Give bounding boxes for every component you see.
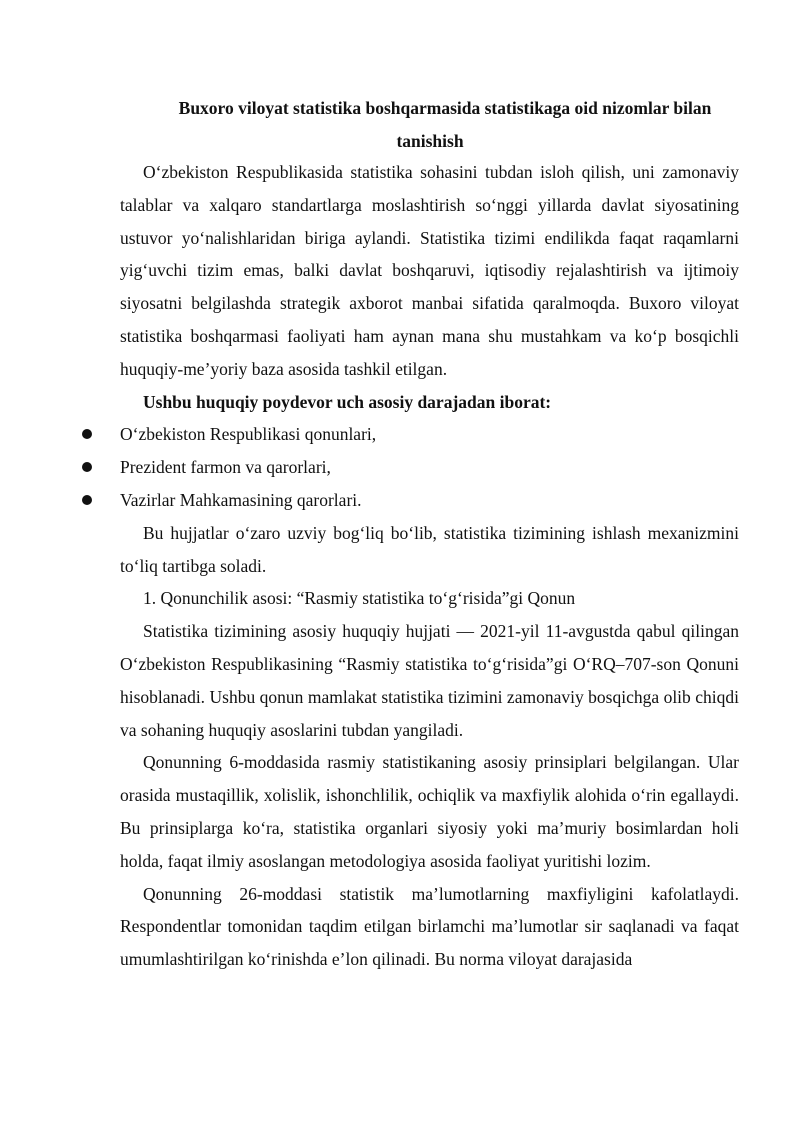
list-item-text: Prezident farmon va qarorlari, (120, 457, 331, 478)
section-paragraph-2: Qonunning 6-moddasida rasmiy statistikaning asosiy prinsiplari belgilangan. Ular orasida mustaqillik, xolislik, ishonchlilik, ochiqlik va maxfiylik alohida o‘rin egallaydi. Bu prinsiplarga ko‘ra, statistika organlari siyosiy yoki ma’muriy bosimlardan holi holda, faqat ilmiy asoslangan metodologiya asosida faoliyat yuritishi lozim. (120, 752, 739, 871)
list-item (120, 418, 739, 451)
list-item (120, 484, 739, 517)
intro-paragraph: O‘zbekiston Respublikasida statistika sohasini tubdan isloh qilish, uni zamonaviy talablar va xalqaro standartlarga moslashtirish so‘nggi yillarda davlat siyosatining ustuvor yo‘nalishlaridan biriga aylandi. Statistika tizimi endilikda faqat raqamlarni yig‘uvchi tizim emas, balki davlat boshqaruvi, iqtisodiy rejalashtirish va ijtimoiy siyosatni belgilashda strategik axborot manbai sifatida qaralmoqda. Buxoro viloyat statistika boshqarmasi faoliyati ham aynan mana shu mustahkam va ko‘p bosqichli huquqiy-me’yoriy baza asosida tashkil etilgan. (120, 162, 739, 379)
bullet-icon (82, 429, 92, 439)
section-heading: 1. Qonunchilik asosi: “Rasmiy statistika to‘g‘risida”gi Qonun (143, 588, 576, 609)
section-paragraph-3: Qonunning 26-moddasi statistik ma’lumotlarning maxfiyligini kafolatlaydi. Respondentlar tomonidan taqdim etilgan birlamchi ma’lumotlar sir saqlanadi va faqat umumlashtirilgan ko‘rinishda e’lon qilinadi. Bu norma viloyat darajasida (120, 883, 739, 970)
list-item-text: O‘zbekiston Respublikasi qonunlari, (120, 424, 377, 445)
list-item-text: Vazirlar Mahkamasining qarorlari. (120, 489, 362, 510)
list-item (120, 451, 739, 484)
legal-levels-list (120, 418, 739, 516)
after-list-paragraph: Bu hujjatlar o‘zaro uzviy bog‘liq bo‘lib, statistika tizimining ishlash mexanizmini to‘liq tartibga soladi. (120, 522, 739, 576)
list-heading: Ushbu huquqiy poydevor uch asosiy darajadan iborat: (143, 391, 552, 412)
bullet-icon (82, 495, 92, 505)
bullet-icon (82, 462, 92, 472)
document-title: Buxoro viloyat statistika boshqarmasida statistikaga oid nizomlar bilan tanishish (178, 98, 712, 151)
document-body (120, 156, 739, 976)
section-paragraph-1: Statistika tizimining asosiy huquqiy hujjati — 2021-yil 11-avgustda qabul qilingan O‘zbekiston Respublikasining “Rasmiy statistika to‘g‘risida”gi O‘RQ–707-son Qonuni hisoblanadi. Ushbu qonun mamlakat statistika tizimini zamonaviy bosqichga olib chiqdi va sohaning huquqiy asoslarini tubdan yangiladi. (120, 621, 739, 740)
